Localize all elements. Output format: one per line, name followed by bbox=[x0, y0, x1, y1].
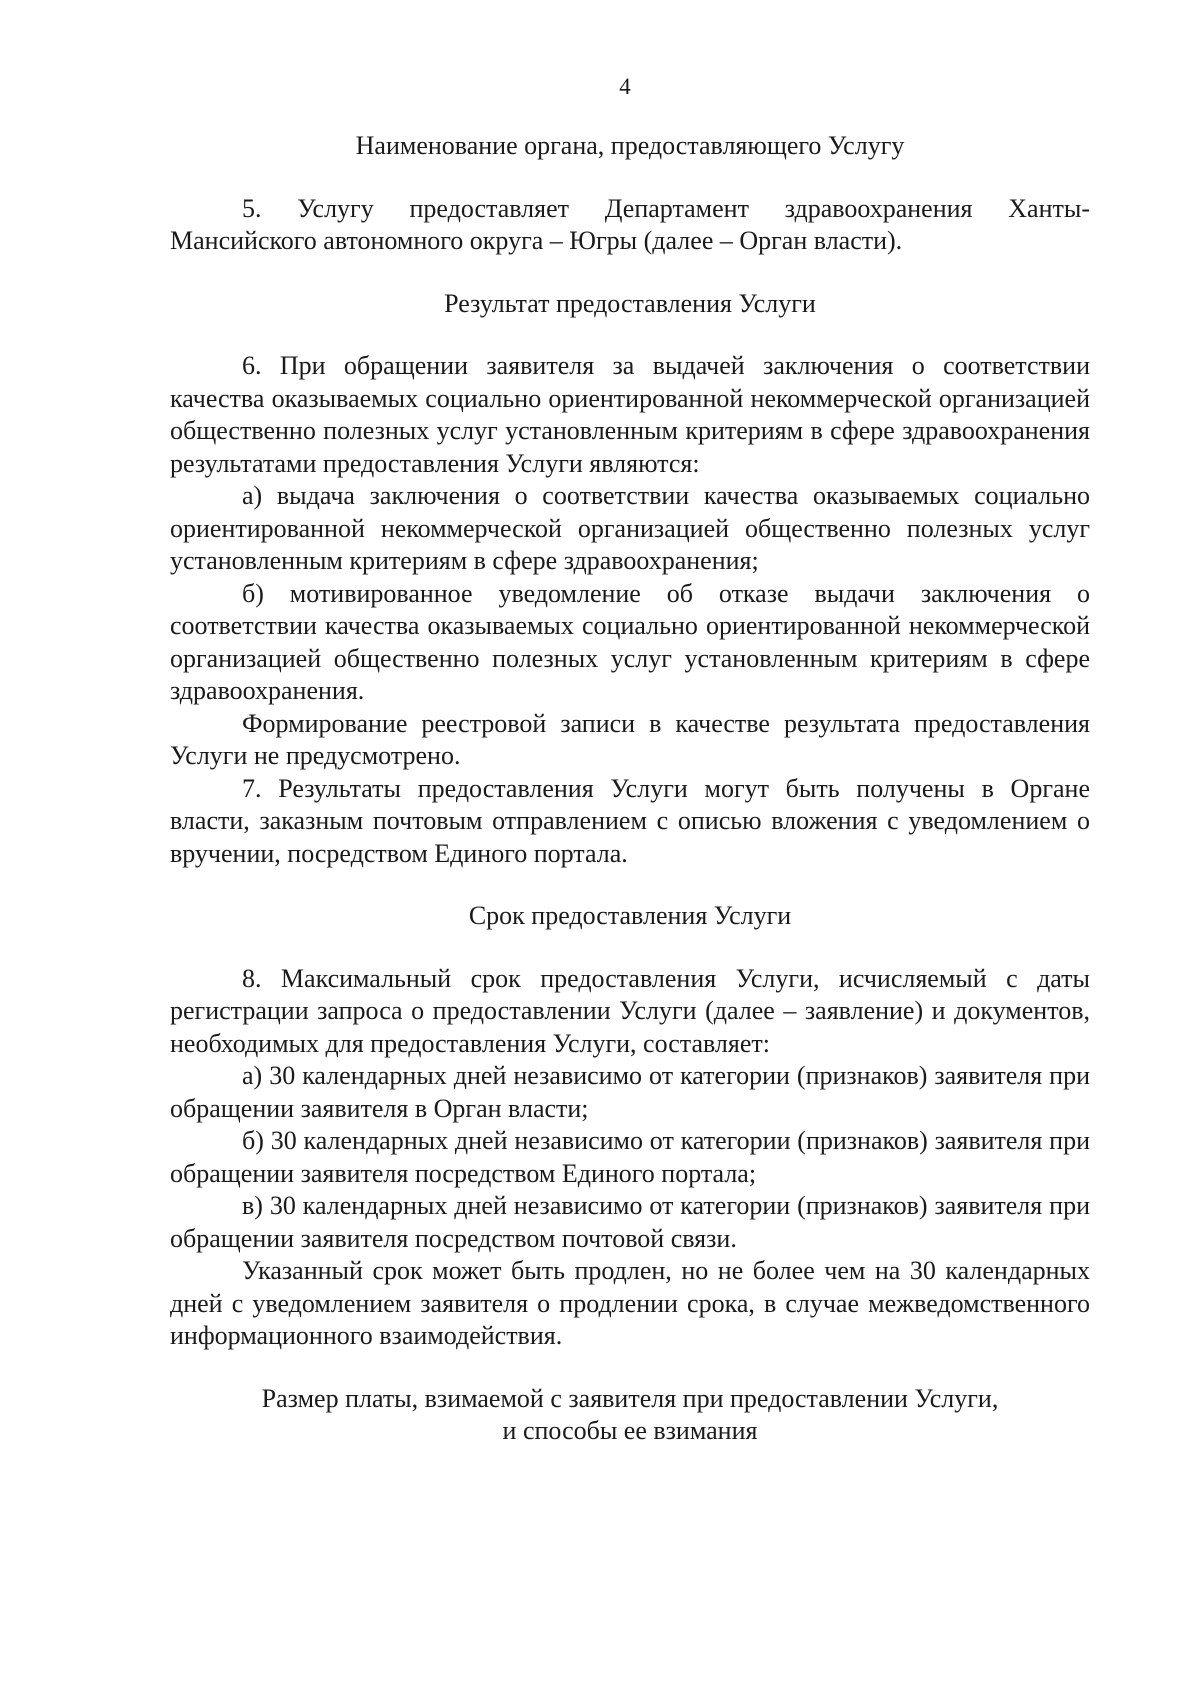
section-heading-authority: Наименование органа, предоставляющего Услугу bbox=[355, 131, 905, 160]
section-heading-fee-line1: Размер платы, взимаемой с заявителя при предоставлении Услуги, bbox=[261, 1383, 999, 1413]
paragraph-6b: б) мотивированное уведомление об отказе выдачи заключения о соответствии качества оказываемых социально ориентированной некоммерческой организацией общественно полезных услуг установленным критериям в сфере здравоохранения. bbox=[170, 578, 1090, 705]
paragraph-7: 7. Результаты предоставления Услуги могут быть получены в Органе власти, заказным почтовым отправлением с описью вложения с уведомлением о вручении, посредством Единого портала. bbox=[170, 773, 1090, 868]
paragraph-6a: а) выдача заключения о соответствии качества оказываемых социально ориентированной некоммерческой организацией общественно полезных услуг установленным критериям в сфере здравоохранения; bbox=[170, 481, 1090, 575]
paragraph-8b: б) 30 календарных дней независимо от категории (признаков) заявителя при обращении заявителя посредством Единого портала; bbox=[170, 1126, 1090, 1188]
page-number: 4 bbox=[619, 74, 631, 99]
document-body bbox=[170, 130, 1090, 1448]
section-heading-result: Результат предоставления Услуги bbox=[444, 288, 816, 318]
paragraph-6-registry: Формирование реестровой записи в качестве результата предоставления Услуги не предусмотрено. bbox=[170, 708, 1090, 770]
paragraph-8: 8. Максимальный срок предоставления Услуги, исчисляемый с даты регистрации запроса о предоставлении Услуги (далее – заявление) и документов, необходимых для предоставления Услуги, составляет: bbox=[170, 963, 1090, 1058]
paragraph-6: 6. При обращении заявителя за выдачей заключения о соответствии качества оказываемых социально ориентированной некоммерческой организацией общественно полезных услуг установленным критериям в сфере здравоохранения результатами предоставления Услуги являются: bbox=[170, 351, 1090, 478]
paragraph-8-extension: Указанный срок может быть продлен, но не более чем на 30 календарных дней с уведомлением заявителя о продлении срока, в случае межведомственного информационного взаимодействия. bbox=[170, 1256, 1090, 1350]
paragraph-8c: в) 30 календарных дней независимо от категории (признаков) заявителя при обращении заявителя посредством почтовой связи. bbox=[170, 1191, 1090, 1253]
section-heading-fee bbox=[170, 1383, 1090, 1448]
section-heading-term: Срок предоставления Услуги bbox=[468, 901, 792, 930]
section-heading-fee-line2: и способы ее взимания bbox=[502, 1416, 758, 1445]
paragraph-5: 5. Услугу предоставляет Департамент здравоохранения Ханты-Мансийского автономного округа – Югры (далее – Орган власти). bbox=[170, 193, 1090, 255]
paragraph-8a: а) 30 календарных дней независимо от категории (признаков) заявителя при обращении заявителя в Орган власти; bbox=[170, 1061, 1090, 1123]
